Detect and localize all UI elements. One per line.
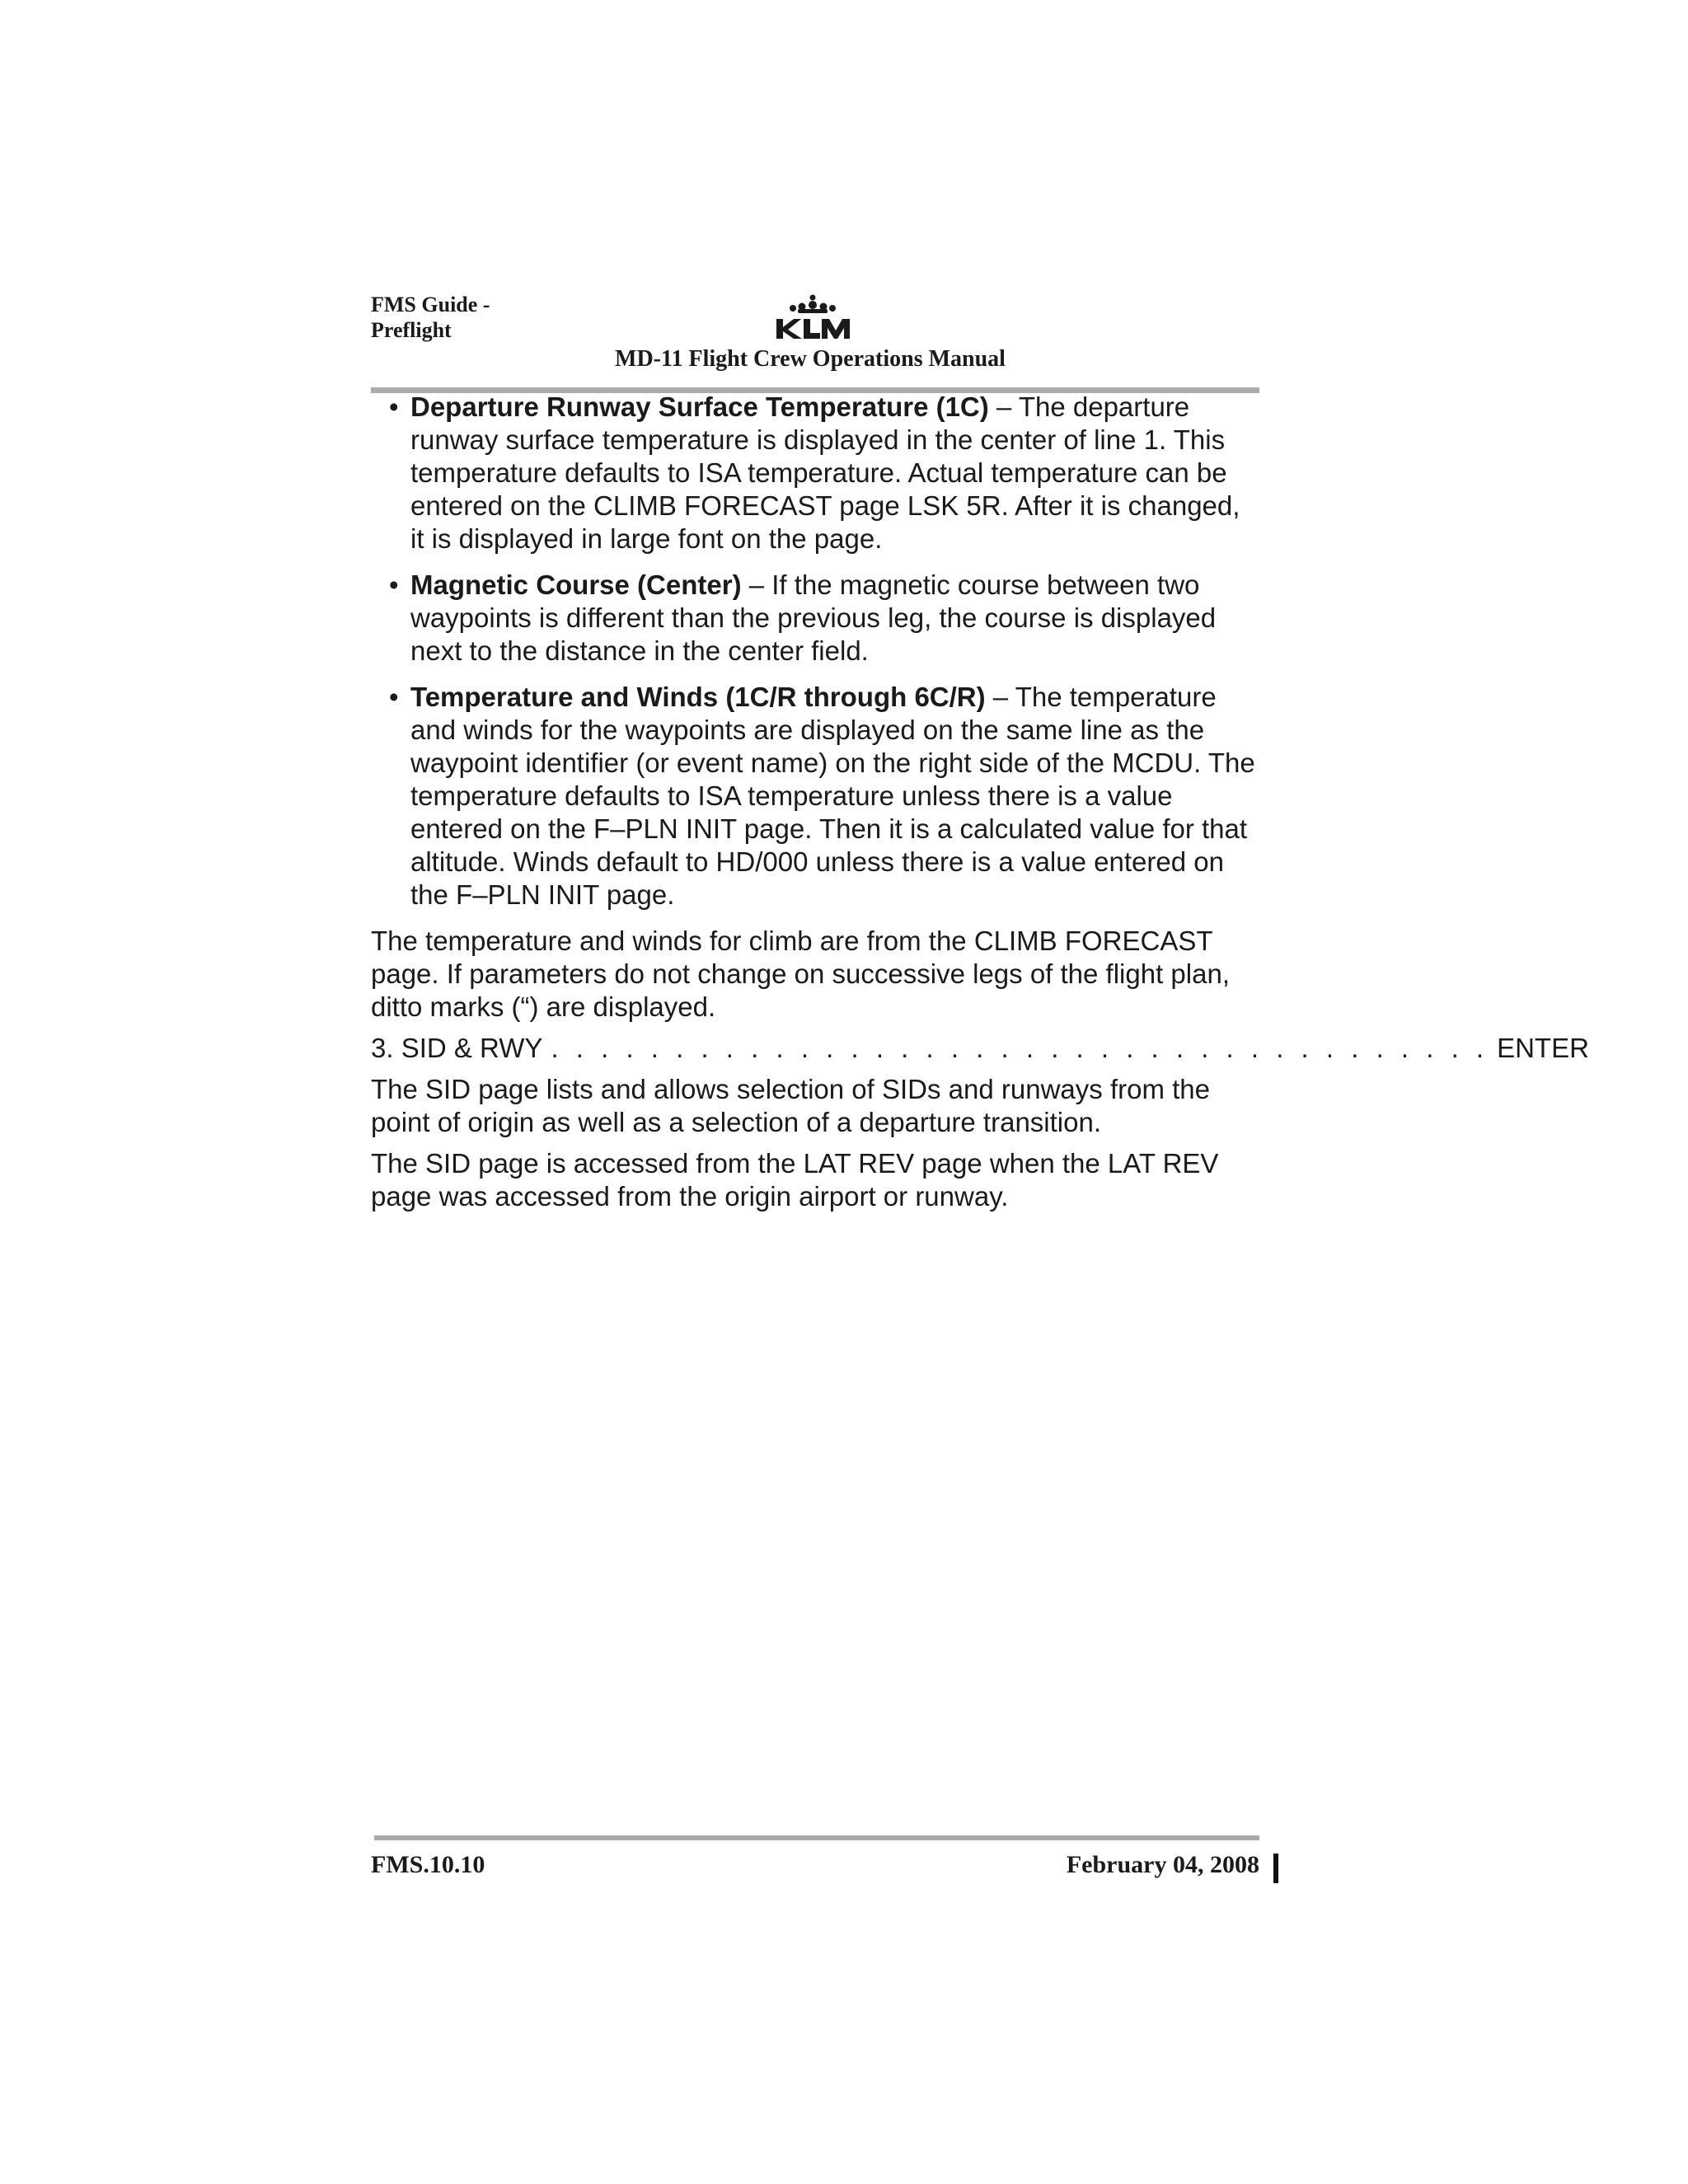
header-section-line2: Preflight — [371, 318, 452, 342]
bullet-dot-icon: • — [389, 569, 399, 600]
bullet-text: – The departure runway surface temperature is displayed in the center of line 1. This temperature defaults to ISA temperature. Actual temperature can be entered on the CLIMB FORECAST page LSK 5R. After it is changed, it is displayed in large font on the page. — [410, 391, 1240, 554]
paragraph-climb-forecast: The temperature and winds for climb are from the CLIMB FORECAST page. If parameters do not change on successive legs of the flight plan, ditto marks (“) are displayed. — [371, 926, 1230, 1022]
bullet-term: Temperature and Winds (1C/R through 6C/R) — [410, 682, 986, 712]
step-label: 3. SID & RWY — [371, 1033, 543, 1063]
bullet-item — [371, 681, 1261, 912]
footer-page-number: FMS.10.10 — [371, 1851, 485, 1878]
step-action: ENTER — [1497, 1033, 1589, 1063]
header-section-line1: FMS Guide - — [371, 293, 490, 316]
paragraph-sid-page-access: The SID page is accessed from the LAT REV page when the LAT REV page was accessed from the origin airport or runway. — [371, 1148, 1219, 1212]
footer-divider — [374, 1835, 1259, 1840]
step-leader-dots: . . . . . . . . . . . . . . . . . . . . . . . . . . . . . . . . . . . . . . — [551, 1033, 1489, 1063]
klm-logo-svg — [771, 293, 854, 343]
bullet-text: – The temperature and winds for the waypoints are displayed on the same line as the waypoint identifier (or event name) on the right side of the MCDU. The temperature defaults to ISA temperature unless there is a value entered on the F–PLN INIT page. Then it is a calculated value for that altitude. Winds default to HD/000 unless there is a value entered on the F–PLN INIT page. — [410, 682, 1255, 910]
bullet-term: Departure Runway Surface Temperature (1C) — [410, 391, 989, 422]
page-content — [371, 391, 1589, 1221]
klm-crown-logo-icon — [771, 293, 854, 343]
bullet-item — [371, 569, 1261, 668]
paragraph-sid-page-selection: The SID page lists and allows selection of SIDs and runways from the point of origin as well as a selection of a departure transition. — [371, 1074, 1210, 1137]
bullet-text: – If the magnetic course between two waypoints is different than the previous leg, the course is displayed next to the distance in the center field. — [410, 569, 1217, 666]
header-section-label — [371, 292, 490, 343]
bullet-dot-icon: • — [389, 391, 399, 422]
revision-change-bar — [1273, 1854, 1278, 1883]
manual-title: MD-11 Flight Crew Operations Manual — [615, 346, 1006, 372]
procedure-step — [371, 1032, 1589, 1065]
bullet-term: Magnetic Course (Center) — [410, 569, 742, 600]
footer-date: February 04, 2008 — [1066, 1851, 1259, 1878]
bullet-dot-icon: • — [389, 682, 399, 712]
bullet-item — [371, 391, 1261, 555]
